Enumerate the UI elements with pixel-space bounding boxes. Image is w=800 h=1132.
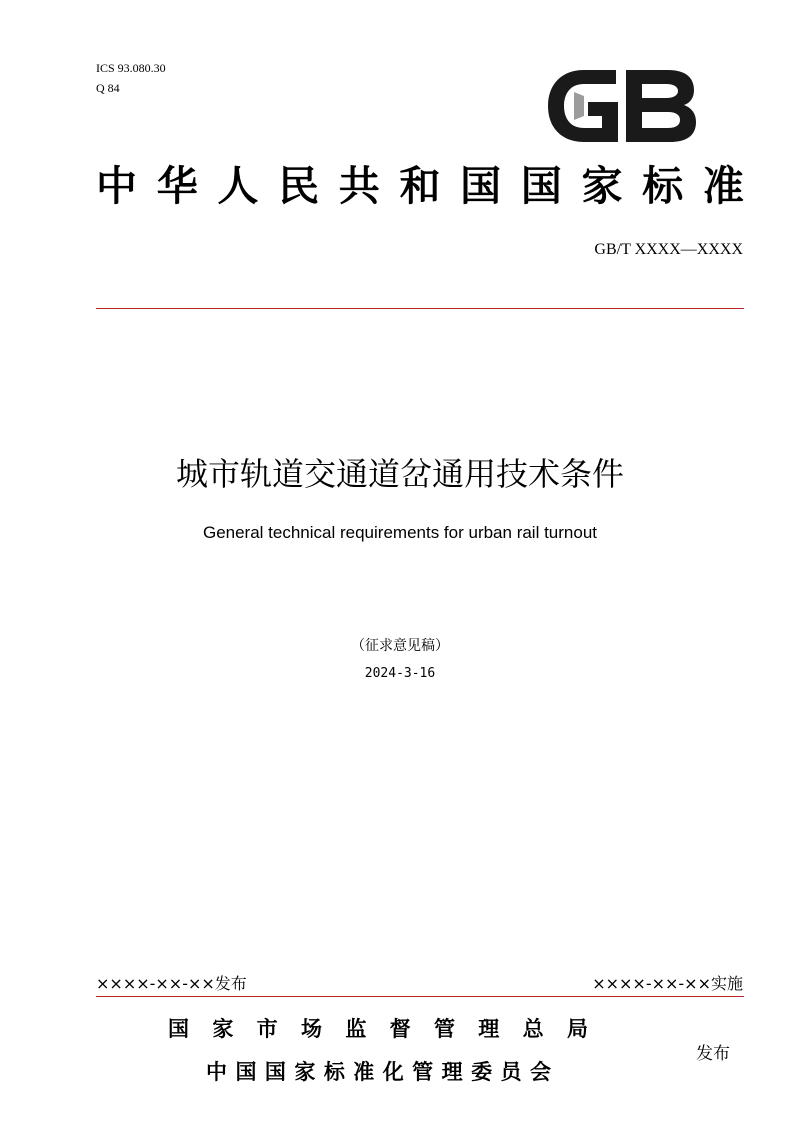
authority-char: 标	[323, 1060, 345, 1084]
ics-code: ICS 93.080.30	[96, 61, 166, 75]
authority-char: 理	[478, 1017, 500, 1041]
draft-status: （征求意见稿）	[351, 638, 449, 654]
authority-char: 管	[433, 1017, 455, 1041]
gb-logo	[544, 66, 700, 146]
national-title-char: 中	[96, 162, 137, 210]
national-title-char: 和	[399, 162, 441, 210]
issuing-authority-samr	[168, 1014, 588, 1044]
national-title-char: 标	[642, 162, 684, 210]
national-title-char: 家	[581, 162, 623, 210]
standard-title-chinese: 城市轨道交通道岔通用技术条件	[175, 455, 624, 493]
issue-date: ××××-××-××发布	[96, 974, 247, 993]
authority-char: 国	[264, 1060, 286, 1084]
authority-char: 国	[168, 1017, 189, 1041]
authority-char: 准	[353, 1060, 375, 1084]
national-title-char: 人	[217, 162, 259, 210]
implementation-date: ××××-××-××实施	[592, 974, 743, 993]
authority-char: 家	[212, 1017, 234, 1041]
authority-char: 市	[256, 1017, 278, 1041]
top-divider	[96, 308, 744, 309]
authority-char: 委	[471, 1060, 493, 1084]
national-title-char: 国	[460, 162, 502, 210]
authority-char: 家	[294, 1060, 316, 1084]
authority-char: 员	[500, 1060, 522, 1084]
national-standard-title	[96, 160, 744, 212]
authority-char: 局	[566, 1017, 588, 1041]
authority-char: 理	[441, 1060, 463, 1084]
bottom-divider	[96, 996, 744, 997]
authority-char: 场	[300, 1017, 322, 1041]
issued-by-label: 发布	[696, 1044, 730, 1064]
authority-char: 中	[206, 1060, 227, 1084]
national-title-char: 华	[156, 162, 198, 210]
authority-char: 管	[412, 1060, 434, 1084]
authority-char: 总	[522, 1017, 544, 1041]
ccs-code: Q 84	[96, 81, 120, 95]
authority-char: 监	[345, 1017, 367, 1041]
national-title-char: 共	[338, 162, 380, 210]
national-title-char: 民	[278, 162, 320, 210]
national-title-char: 准	[702, 162, 744, 210]
draft-date: 2024-3-16	[364, 666, 436, 681]
authority-char: 督	[389, 1017, 411, 1041]
issuing-authority-sac	[206, 1057, 551, 1087]
standard-title-english: General technical requirements for urban rail turnout	[202, 523, 598, 542]
authority-char: 化	[382, 1060, 404, 1084]
standard-number: GB/T XXXX—XXXX	[594, 241, 743, 258]
national-title-char: 国	[520, 162, 562, 210]
authority-char: 会	[529, 1060, 551, 1084]
authority-char: 国	[235, 1060, 257, 1084]
